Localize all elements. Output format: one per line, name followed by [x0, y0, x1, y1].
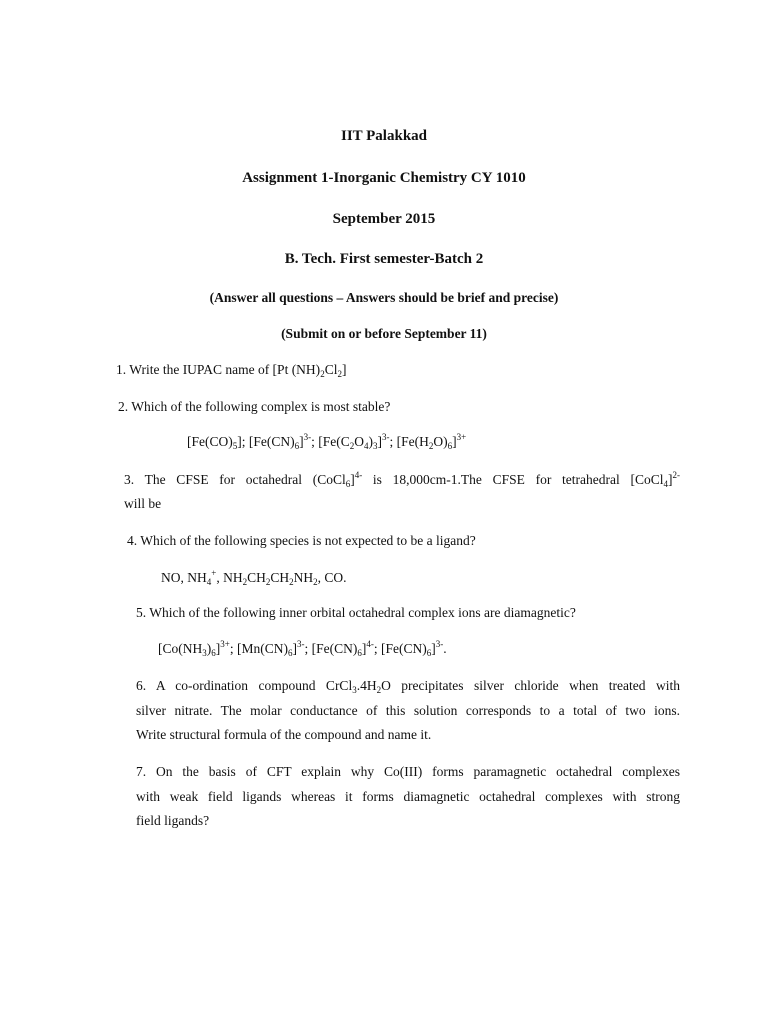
institute-title: IIT Palakkad — [340, 128, 427, 144]
q6-text-c: O precipitates silver chloride when treated with — [381, 678, 680, 693]
q2-opt-d-end: ] — [452, 434, 457, 449]
question-4: 4. Which of the following species is not expected to be a ligand? — [127, 533, 476, 548]
q6-text-a: 6. A co-ordination compound CrCl — [136, 678, 353, 693]
q1-mid: Cl — [324, 362, 338, 377]
q5-opt-b-sup: 3- — [296, 639, 305, 649]
deadline-text: (Submit on or before September 11) — [281, 326, 487, 341]
q5-opt-a-sub1: 3 — [202, 648, 207, 658]
q3-sup-2: 2- — [672, 470, 680, 480]
q2-opt-d: [Fe(H — [396, 434, 429, 449]
q2-opt-b-end: ] — [299, 434, 304, 449]
question-6-line-3: Write structural formula of the compound and name it. — [136, 727, 432, 742]
q5-opt-a-mid: ) — [206, 641, 212, 656]
question-2-options — [187, 434, 466, 450]
q5-final: . — [443, 641, 447, 656]
q2-sep-2: ; — [389, 434, 397, 449]
q5-opt-a: [Co(NH — [158, 641, 203, 656]
q3-text-b: ] — [350, 472, 355, 487]
q2-opt-d-sup: 3+ — [456, 432, 467, 442]
q2-opt-a: [Fe(CO) — [187, 434, 233, 449]
question-4-options — [161, 570, 347, 586]
q4-opt-a: NO, NH — [161, 570, 207, 585]
instruction-text: (Answer all questions – Answers should be brief and precise) — [209, 290, 559, 305]
q2-opt-d-sub2: 6 — [447, 441, 453, 451]
q4-opt-a-sup: + — [211, 568, 217, 578]
q1-end: ] — [341, 362, 347, 377]
q2-opt-d-sub1: 2 — [428, 441, 434, 451]
q4-opt-end: , CO. — [317, 570, 347, 585]
q4-opt-b-mid1: CH — [247, 570, 266, 585]
question-5-options — [158, 641, 447, 657]
q2-opt-c-end: ) — [368, 434, 374, 449]
q6-sub-1: 3 — [352, 685, 357, 695]
q4-opt-b-mid3: NH — [293, 570, 314, 585]
q6-text-b: .4H — [356, 678, 377, 693]
question-6-line-2: silver nitrate. The molar conductance of this solution corresponds to a total of two ions. — [136, 703, 680, 718]
q2-opt-c-mid: O — [354, 434, 365, 449]
question-3-line-2: will be — [124, 496, 162, 511]
assignment-date: September 2015 — [332, 211, 436, 227]
q5-opt-a-sub2: 6 — [211, 648, 216, 658]
q5-opt-c-sup: 4- — [366, 639, 374, 649]
q2-opt-a-sub: 5 — [232, 441, 238, 451]
q5-sep-1: ; — [229, 641, 237, 656]
q5-opt-d: [Fe(CN) — [381, 641, 427, 656]
q2-opt-c-sub1: 2 — [349, 441, 355, 451]
q4-opt-b-sub4: 2 — [313, 577, 318, 587]
q5-opt-a-sup: 3+ — [220, 639, 230, 649]
assignment-title: Assignment 1-Inorganic Chemistry CY 1010 — [242, 170, 526, 186]
q5-sep-2: ; — [304, 641, 312, 656]
q5-opt-b-sub: 6 — [287, 648, 293, 658]
question-1 — [116, 362, 346, 378]
q1-sub1: 2 — [320, 369, 325, 379]
question-7-line-2: with weak field ligands whereas it forms diamagnetic octahedral complexes with strong — [136, 789, 680, 804]
question-6-line-1 — [136, 678, 680, 694]
q2-opt-d-mid: O) — [433, 434, 448, 449]
q1-prefix: 1. Write the IUPAC name of [Pt (NH) — [116, 362, 321, 377]
q2-opt-c-sup: 3- — [382, 432, 390, 442]
q3-text-d: ] — [667, 472, 673, 487]
question-7-line-1: 7. On the basis of CFT explain why Co(III) forms paramagnetic octahedral complexes — [136, 764, 680, 779]
q5-opt-d-sub: 6 — [426, 648, 432, 658]
question-5: 5. Which of the following inner orbital octahedral complex ions are diamagnetic? — [136, 605, 576, 620]
q5-opt-b: [Mn(CN) — [236, 641, 288, 656]
q5-opt-b-end: ] — [292, 641, 297, 656]
q2-opt-b: [Fe(CN) — [248, 434, 295, 449]
q4-opt-b: , NH — [216, 570, 243, 585]
q2-opt-b-sub: 6 — [294, 441, 300, 451]
q2-opt-a-end: ]; — [237, 434, 249, 449]
q6-sub-2: 2 — [376, 685, 382, 695]
q5-opt-c-end: ] — [361, 641, 367, 656]
question-2: 2. Which of the following complex is most stable? — [118, 399, 391, 414]
q4-opt-b-sub2: 2 — [265, 577, 271, 587]
q3-sub-2: 4 — [663, 479, 668, 489]
q2-sep-1: ; — [311, 434, 319, 449]
q3-text-a: 3. The CFSE for octahedral (CoCl — [124, 472, 346, 487]
q5-opt-d-end: ] — [431, 641, 436, 656]
q5-opt-c: [Fe(CN) — [311, 641, 358, 656]
q4-opt-a-sub: 4 — [206, 577, 212, 587]
q3-sub-1: 6 — [345, 479, 351, 489]
q2-opt-c: [Fe(C — [318, 434, 350, 449]
q4-opt-b-sub1: 2 — [242, 577, 248, 587]
q2-opt-c-sub3: 3 — [373, 441, 378, 451]
q4-opt-b-mid2: CH — [270, 570, 290, 585]
q2-opt-c-close: ] — [377, 434, 383, 449]
q5-opt-c-sub: 6 — [357, 648, 362, 658]
batch-title: B. Tech. First semester-Batch 2 — [284, 251, 484, 267]
q5-sep-3: ; — [373, 641, 381, 656]
q2-opt-c-sub2: 4 — [364, 441, 369, 451]
q5-opt-d-sup: 3- — [435, 639, 444, 649]
question-3-line-1 — [124, 472, 680, 488]
q4-opt-b-sub3: 2 — [289, 577, 294, 587]
q3-text-c: is 18,000cm-1.The CFSE for tetrahedral [CoCl — [362, 472, 664, 487]
q1-sub2: 2 — [337, 369, 342, 379]
q5-opt-a-end: ] — [215, 641, 221, 656]
q2-opt-b-sup: 3- — [303, 432, 312, 442]
q3-sup-1: 4- — [354, 470, 363, 480]
question-7-line-3: field ligands? — [136, 813, 210, 828]
